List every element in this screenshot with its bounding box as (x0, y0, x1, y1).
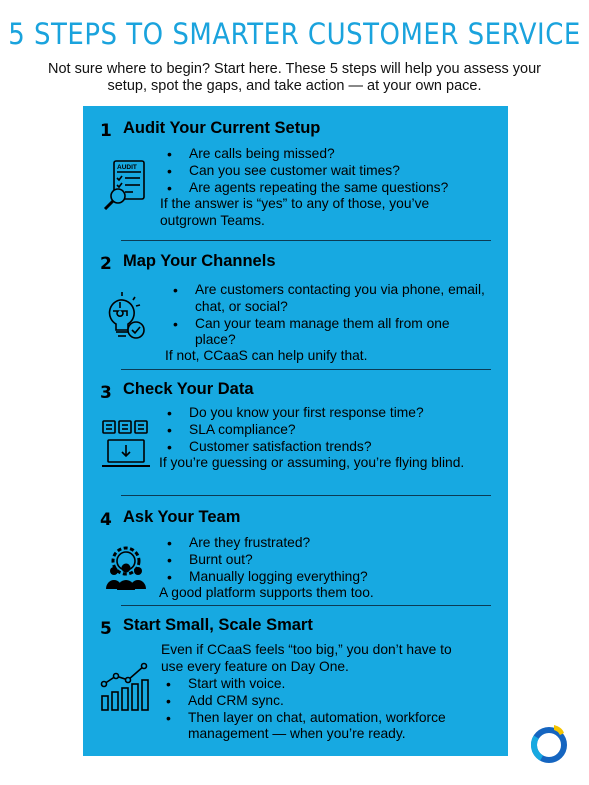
laptop-documents-icon (100, 418, 152, 470)
step-number: 5 (100, 619, 112, 639)
step-note: If not, CCaaS can help unify that. (165, 348, 368, 363)
step-note: A good platform supports them too. (159, 585, 374, 600)
step-4-questions (163, 535, 493, 585)
step-3-questions (163, 405, 493, 455)
step-2-questions (169, 282, 489, 349)
list-item: • Are agents repeating the same questions? (163, 180, 493, 197)
svg-text:AUDIT: AUDIT (117, 164, 137, 171)
step-number: 4 (100, 510, 112, 530)
step-number: 3 (100, 383, 112, 403)
list-item: • Customer satisfaction trends? (163, 439, 493, 456)
step-heading: Check Your Data (123, 380, 254, 398)
list-item: • Burnt out? (163, 552, 493, 569)
step-heading: Start Small, Scale Smart (123, 616, 313, 634)
team-gear-icon (100, 541, 152, 593)
list-item: • Are they frustrated? (163, 535, 493, 552)
list-item: • SLA compliance? (163, 422, 493, 439)
step-heading: Ask Your Team (123, 508, 241, 526)
step-heading: Map Your Channels (123, 252, 276, 270)
step-number: 1 (100, 121, 112, 141)
list-item: • Manually logging everything? (163, 569, 493, 586)
ring-logo-icon (528, 722, 570, 764)
page-subtitle: Not sure where to begin? Start here. These 5 steps will help you assess your setup, spot the gaps, and take action — at your own pace. (48, 61, 541, 94)
divider (121, 605, 491, 606)
step-number: 2 (100, 254, 112, 274)
divider (121, 369, 491, 370)
puzzle-lightbulb-icon (100, 292, 152, 344)
audit-clipboard-icon (100, 158, 152, 210)
divider (121, 495, 491, 496)
list-item: • Do you know your first response time? (163, 405, 493, 422)
step-note: If the answer is “yes” to any of those, you’ve outgrown Teams. (160, 196, 430, 228)
step-heading: Audit Your Current Setup (123, 119, 321, 137)
step-note: If you’re guessing or assuming, you’re flying blind. (159, 455, 465, 470)
page-title: 5 STEPS TO SMARTER CUSTOMER SERVICE (8, 18, 581, 52)
list-item: • Start with voice. (162, 676, 482, 693)
step-5-actions (162, 676, 482, 743)
growth-chart-icon (100, 660, 152, 712)
list-item: • Then layer on chat, automation, workforce management — when you’re ready. (162, 710, 482, 744)
step-intro: Even if CCaaS feels “too big,” you don’t have to use every feature on Day One. (161, 642, 452, 674)
list-item: • Are customers contacting you via phone, email, chat, or social? (169, 282, 489, 316)
list-item: • Add CRM sync. (162, 693, 482, 710)
steps-panel (83, 106, 508, 756)
list-item: • Can you see customer wait times? (163, 163, 493, 180)
list-item: • Can your team manage them all from one place? (169, 316, 489, 350)
divider (121, 240, 491, 241)
list-item: • Are calls being missed? (163, 146, 493, 163)
step-1-questions (163, 146, 493, 196)
